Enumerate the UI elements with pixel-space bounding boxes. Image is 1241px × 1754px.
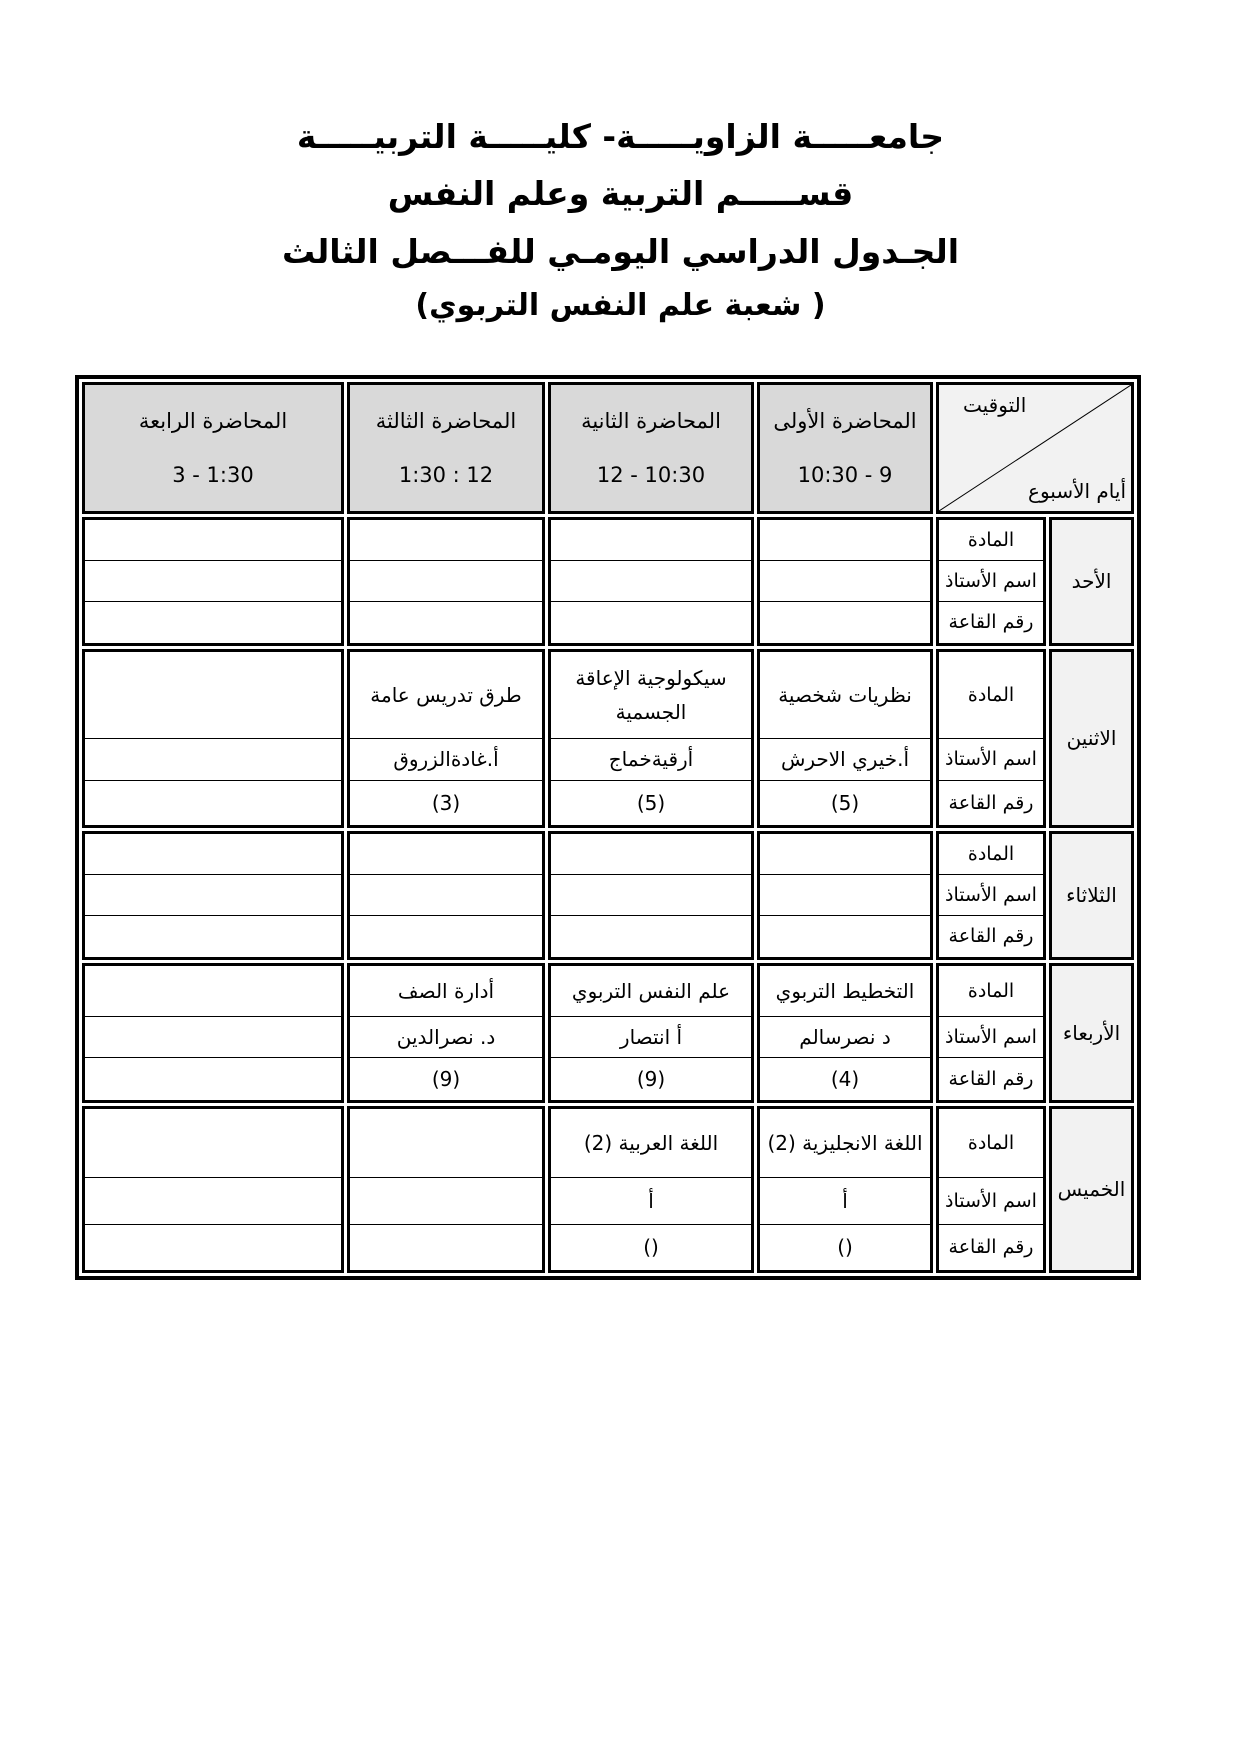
lecture2-name: المحاضرة الثانية xyxy=(581,408,721,433)
lecture2-header xyxy=(548,382,754,514)
slot-wednesday-lecture1 xyxy=(757,963,933,1103)
lecture4-time: 3 - 1:30 xyxy=(172,462,254,487)
slot-teacher: د. نصرالدين xyxy=(350,1017,542,1058)
slot-monday-lecture3 xyxy=(347,649,545,828)
day-row-sunday xyxy=(82,517,1134,646)
row-label-subject: المادة xyxy=(939,834,1043,875)
slot-room: (5) xyxy=(830,790,860,815)
slot-subject: أدارة الصف xyxy=(350,966,542,1017)
slot-tuesday-lecture4 xyxy=(82,831,344,960)
row-labels-cell xyxy=(936,517,1046,646)
slot-sunday-lecture4 xyxy=(82,517,344,646)
slot-teacher xyxy=(85,739,341,781)
department-title: قســـــم التربية وعلم النفس xyxy=(387,174,854,214)
slot-subject xyxy=(85,966,341,1017)
slot-teacher xyxy=(350,561,542,602)
day-name: الثلاثاء xyxy=(1066,883,1117,908)
slot-teacher xyxy=(350,875,542,916)
day-name: الأربعاء xyxy=(1062,1020,1121,1045)
slot-teacher: أ انتصار xyxy=(551,1017,751,1058)
row-label-subject: المادة xyxy=(939,1109,1043,1178)
slot-teacher: أ xyxy=(760,1178,930,1225)
row-label-subject: المادة xyxy=(939,520,1043,561)
slot-teacher xyxy=(760,875,930,916)
slot-teacher: د نصرسالم xyxy=(760,1017,930,1058)
slot-teacher xyxy=(551,875,751,916)
slot-teacher: أ.غادةالزروق xyxy=(350,739,542,781)
slot-tuesday-lecture3 xyxy=(347,831,545,960)
day-name-cell xyxy=(1049,1106,1134,1273)
slot-room xyxy=(760,602,930,643)
slot-thursday-lecture4 xyxy=(82,1106,344,1273)
slot-room xyxy=(85,1058,341,1100)
slot-room: (4) xyxy=(830,1066,860,1091)
lecture1-name: المحاضرة الأولى xyxy=(773,408,917,433)
day-name: الخميس xyxy=(1057,1177,1126,1202)
day-name: الأحد xyxy=(1071,569,1112,594)
slot-subject: نظريات شخصية xyxy=(760,652,930,739)
lecture4-header xyxy=(82,382,344,514)
slot-room: () xyxy=(643,1235,659,1260)
slot-subject: طرق تدريس عامة xyxy=(350,652,542,739)
row-labels-cell xyxy=(936,831,1046,960)
slot-room: (5) xyxy=(636,790,666,815)
day-name-cell xyxy=(1049,831,1134,960)
lecture3-time: 1:30 : 12 xyxy=(398,462,494,487)
slot-room: (9) xyxy=(636,1066,666,1091)
slot-wednesday-lecture3 xyxy=(347,963,545,1103)
slot-subject xyxy=(85,520,341,561)
row-label-teacher: اسم الأستاذ xyxy=(939,875,1043,916)
row-label-room: رقم القاعة xyxy=(948,791,1034,814)
slot-room: (9) xyxy=(431,1066,461,1091)
slot-monday-lecture1 xyxy=(757,649,933,828)
slot-room xyxy=(551,916,751,957)
slot-room xyxy=(85,781,341,825)
day-name-cell xyxy=(1049,649,1134,828)
day-row-tuesday xyxy=(82,831,1134,960)
slot-room: (3) xyxy=(431,790,461,815)
slot-teacher xyxy=(85,1017,341,1058)
row-labels-cell xyxy=(936,963,1046,1103)
slot-subject xyxy=(760,520,930,561)
slot-teacher xyxy=(551,561,751,602)
slot-teacher xyxy=(85,561,341,602)
row-label-room: رقم القاعة xyxy=(948,1236,1034,1259)
slot-teacher: أ xyxy=(551,1178,751,1225)
slot-subject xyxy=(85,834,341,875)
slot-room xyxy=(760,916,930,957)
lecture1-header xyxy=(757,382,933,514)
slot-thursday-lecture3 xyxy=(347,1106,545,1273)
slot-teacher xyxy=(85,1178,341,1225)
corner-label-timing: التوقيت xyxy=(963,392,1027,417)
day-name: الاثنين xyxy=(1066,726,1117,751)
corner-label-weekdays: أيام الأسبوع xyxy=(1028,478,1126,503)
schedule-title: الجـدول الدراسي اليومـي للفـــصل الثالث xyxy=(281,231,960,271)
university-title: جامعـــــة الزاويـــــة- كليـــــة التربيـــــة xyxy=(296,117,945,156)
slot-teacher: أرقيةخماج xyxy=(551,739,751,781)
slot-subject xyxy=(760,834,930,875)
slot-room xyxy=(350,1225,542,1270)
row-label-teacher: اسم الأستاذ xyxy=(939,1017,1043,1058)
slot-room: () xyxy=(837,1235,853,1260)
slot-subject: اللغة الانجليزية (2) xyxy=(760,1109,930,1178)
row-labels-cell xyxy=(936,649,1046,828)
document-header xyxy=(0,0,1241,323)
slot-room xyxy=(551,602,751,643)
lecture1-time: 10:30 - 9 xyxy=(797,462,893,487)
row-label-subject: المادة xyxy=(939,652,1043,739)
slot-teacher: أ.خيري الاحرش xyxy=(760,739,930,781)
row-label-room: رقم القاعة xyxy=(948,611,1034,634)
slot-wednesday-lecture4 xyxy=(82,963,344,1103)
slot-subject xyxy=(85,1109,341,1178)
day-row-thursday xyxy=(82,1106,1134,1273)
row-label-teacher: اسم الأستاذ xyxy=(939,561,1043,602)
row-label-room: رقم القاعة xyxy=(948,925,1034,948)
slot-wednesday-lecture2 xyxy=(548,963,754,1103)
day-name-cell xyxy=(1049,517,1134,646)
header-row xyxy=(82,382,1134,514)
slot-room xyxy=(350,602,542,643)
lecture2-time: 12 - 10:30 xyxy=(596,462,706,487)
slot-subject xyxy=(350,1109,542,1178)
slot-teacher xyxy=(760,561,930,602)
slot-tuesday-lecture1 xyxy=(757,831,933,960)
row-label-teacher: اسم الأستاذ xyxy=(939,739,1043,781)
slot-room xyxy=(85,1225,341,1270)
lecture3-name: المحاضرة الثالثة xyxy=(375,408,517,433)
slot-monday-lecture2 xyxy=(548,649,754,828)
row-label-teacher: اسم الأستاذ xyxy=(939,1178,1043,1225)
slot-thursday-lecture2 xyxy=(548,1106,754,1273)
row-label-subject: المادة xyxy=(939,966,1043,1017)
lecture4-name: المحاضرة الرابعة xyxy=(138,408,288,433)
slot-teacher xyxy=(350,1178,542,1225)
slot-subject: علم النفس التربوي xyxy=(551,966,751,1017)
slot-subject xyxy=(350,834,542,875)
slot-sunday-lecture1 xyxy=(757,517,933,646)
slot-sunday-lecture3 xyxy=(347,517,545,646)
slot-subject xyxy=(350,520,542,561)
slot-sunday-lecture2 xyxy=(548,517,754,646)
slot-subject xyxy=(85,652,341,739)
slot-tuesday-lecture2 xyxy=(548,831,754,960)
slot-teacher xyxy=(85,875,341,916)
division-subtitle: ( شعبة علم النفس التربوي) xyxy=(415,287,826,323)
row-labels-cell xyxy=(936,1106,1046,1273)
slot-subject: سيكولوجية الإعاقة الجسمية xyxy=(551,652,751,739)
schedule-table xyxy=(75,375,1141,1280)
slot-monday-lecture4 xyxy=(82,649,344,828)
row-label-room: رقم القاعة xyxy=(948,1067,1034,1090)
slot-subject xyxy=(551,834,751,875)
lecture3-header xyxy=(347,382,545,514)
slot-room xyxy=(350,916,542,957)
slot-subject: اللغة العربية (2) xyxy=(551,1109,751,1178)
corner-cell xyxy=(936,382,1134,514)
slot-subject xyxy=(551,520,751,561)
slot-subject: التخطيط التربوي xyxy=(760,966,930,1017)
day-row-wednesday xyxy=(82,963,1134,1103)
slot-room xyxy=(85,916,341,957)
slot-thursday-lecture1 xyxy=(757,1106,933,1273)
day-name-cell xyxy=(1049,963,1134,1103)
slot-room xyxy=(85,602,341,643)
day-row-monday xyxy=(82,649,1134,828)
